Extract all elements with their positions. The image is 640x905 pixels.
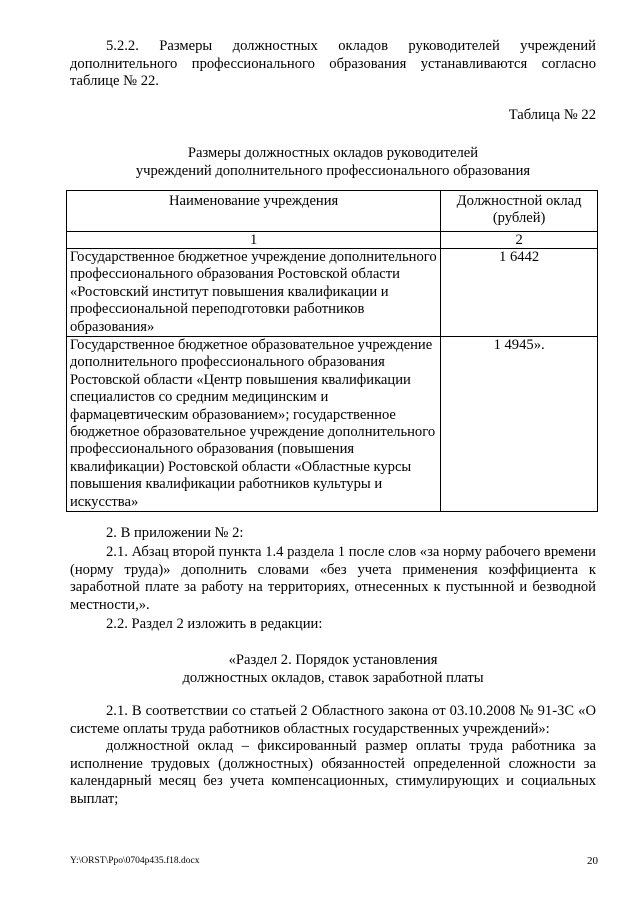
header-salary: Должностной оклад (рублей) [441,191,598,232]
row-institution-name: Государственное бюджетное учреждение дополнительного профессионального образования Ростовской области «Ростовский институт повышения квалификации и профессиональной переподготовки работников образования» [67,249,441,337]
body-paragraph-4: 2.1. В соответствии со статьей 2 Областного закона от 03.10.2008 № 91-ЗС «О системе оплаты труда работников областных государственных учреждений»: [70,703,596,737]
header-institution: Наименование учреждения [67,191,441,232]
body-paragraph-1: 2. В приложении № 2: [106,525,244,541]
table-row [67,249,598,337]
table-column-numbers [67,232,598,249]
table-row [67,337,598,512]
table-label: Таблица № 22 [508,107,596,123]
col-number-2: 2 [441,232,598,249]
col-number-1: 1 [67,232,441,249]
table-title-line2: учреждений дополнительного профессионального образования [135,163,531,179]
row-salary: 1 4945». [441,337,598,512]
section-title-line1: «Раздел 2. Порядок установления [228,652,438,668]
body-paragraph-3: 2.2. Раздел 2 изложить в редакции: [106,616,323,632]
body-paragraph-5: должностной оклад – фиксированный размер оплаты труда работника за исполнение трудовых (должностных) обязанностей определенной сложности за календарный месяц без учета компенсационных, стимулирующих и социальных выплат; [70,738,596,807]
row-institution-name: Государственное бюджетное образовательное учреждение дополнительного профессионального образования Ростовской области «Центр повышения квалификации специалистов со средним медицинским и фармацевтическим образованием»; государственное бюджетное образовательное учреждение дополнительного профессионального образования (повышения квалификации) Ростовской области «Областные курсы повышения квалификации работников культуры и искусства» [67,337,441,512]
page-number: 20 [587,855,598,867]
table-header-row [67,191,598,232]
row-salary: 1 6442 [441,249,598,337]
body-paragraph-2: 2.1. Абзац второй пункта 1.4 раздела 1 после слов «за норму рабочего времени (норму труда)» дополнить словами «без учета применения коэффициента к заработной плате за работу на территориях, отнесенных к пустынной и безводной местности,». [70,544,596,613]
salary-table [66,190,598,512]
table-title-line1: Размеры должностных окладов руководителей [187,145,479,161]
footer-file-path: Y:\ORST\Ppo\0704p435.f18.docx [70,856,200,866]
intro-paragraph: 5.2.2. Размеры должностных окладов руководителей учреждений дополнительного профессионального образования устанавливаются согласно таблице № 22. [70,38,596,89]
section-title-line2: должностных окладов, ставок заработной платы [182,670,484,686]
